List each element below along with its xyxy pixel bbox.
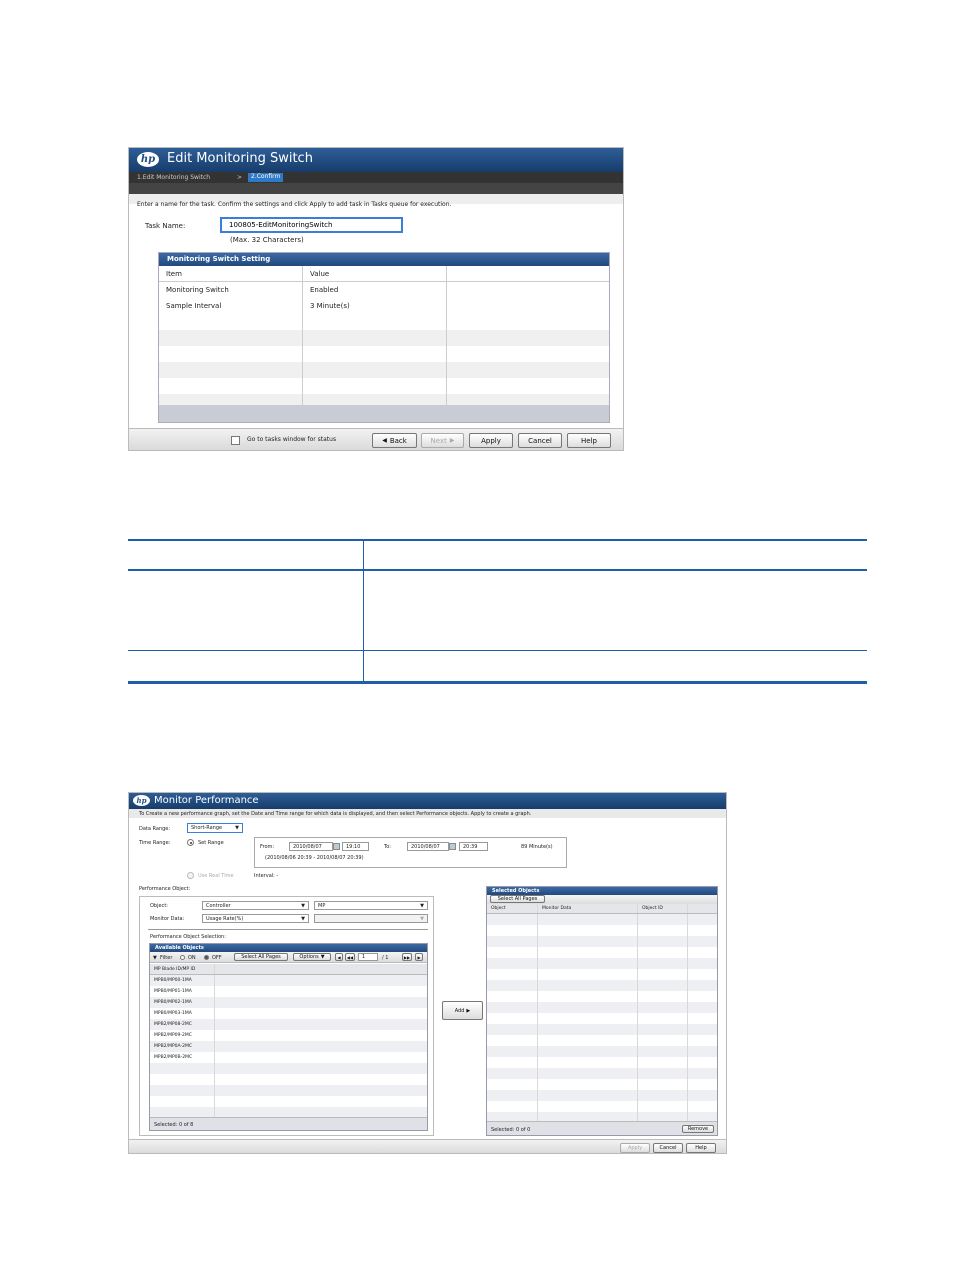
table-row <box>159 314 609 330</box>
from-time-value: 19:10 <box>346 843 361 850</box>
table-row <box>150 1063 427 1074</box>
table-row <box>159 362 609 378</box>
table-footer <box>159 405 609 422</box>
available-selected-count: Selected: 0 of 8 <box>154 1122 194 1128</box>
options-label: Options <box>299 954 319 960</box>
row-item: Sample Interval <box>159 298 303 314</box>
row-mp-id: MPB0/MP00-1MA <box>150 975 215 986</box>
monitor-data-value: Usage Rate(%) <box>206 915 244 922</box>
filter-on-label: ON <box>188 955 196 961</box>
calendar-icon[interactable] <box>333 843 340 850</box>
object-sub-select[interactable] <box>314 901 428 910</box>
add-button[interactable] <box>442 1001 483 1020</box>
dialog-header <box>129 793 726 809</box>
table-row[interactable] <box>150 1041 427 1052</box>
table-top-rule <box>128 539 867 541</box>
task-name-input[interactable] <box>220 217 403 233</box>
available-toolbar <box>150 952 427 963</box>
table-row <box>487 1046 717 1057</box>
chevron-down-icon: ▼ <box>235 825 239 831</box>
data-range-select[interactable] <box>187 823 243 833</box>
next-button[interactable] <box>421 433 464 448</box>
column-header-item: Item <box>159 266 303 281</box>
page-current-value: 1 <box>362 954 366 960</box>
from-label: From: <box>260 844 275 850</box>
chevron-down-icon: ▼ <box>301 902 305 909</box>
step-1: 1.Edit Monitoring Switch <box>137 174 211 181</box>
duration-text: 89 Minute(s) <box>521 844 553 850</box>
hp-logo-icon: hp <box>133 795 150 806</box>
table-row <box>487 1068 717 1079</box>
wizard-steps <box>129 172 623 183</box>
selected-objects-table <box>486 886 718 1136</box>
from-date-input[interactable] <box>289 842 333 851</box>
use-real-time-label: Use Real Time <box>198 873 234 879</box>
monitor-data-sub-select[interactable] <box>314 914 428 923</box>
empty-table <box>128 539 867 684</box>
table-row <box>150 1074 427 1085</box>
table-row <box>487 1057 717 1068</box>
row-mp-id: MPB0/MP03-1MA <box>150 1008 215 1019</box>
cancel-button[interactable]: Cancel <box>653 1143 683 1153</box>
performance-object-label: Performance Object: <box>139 886 191 892</box>
table-row-rule <box>128 650 867 651</box>
table-row[interactable] <box>150 986 427 997</box>
filter-on-radio[interactable] <box>180 955 185 960</box>
table-row <box>487 1002 717 1013</box>
from-time-input[interactable] <box>342 842 369 851</box>
table-row <box>159 346 609 362</box>
chevron-down-icon: ▼ <box>320 954 325 960</box>
edit-monitoring-switch-dialog <box>128 147 624 451</box>
monitor-data-select[interactable] <box>202 914 309 923</box>
table-title: Monitoring Switch Setting <box>159 253 609 266</box>
interval-text: Interval: - <box>254 873 279 879</box>
table-row <box>487 1013 717 1024</box>
back-button[interactable] <box>372 433 417 448</box>
select-all-pages-button[interactable]: Select All Pages <box>234 953 288 961</box>
table-row <box>487 1101 717 1112</box>
step-2-current: 2.Confirm <box>248 173 283 182</box>
table-column-rule <box>363 539 364 684</box>
monitor-data-label: Monitor Data: <box>150 916 185 922</box>
dialog-header <box>129 148 623 172</box>
range-note: (2010/08/06 20:39 - 2010/08/07 20:39) <box>265 855 364 861</box>
table-row <box>487 914 717 925</box>
page-number-input[interactable] <box>358 953 378 961</box>
next-arrow-icon: ▶ <box>449 437 455 444</box>
column-header-mp-id[interactable]: MP Blade ID/MP ID <box>150 964 215 974</box>
available-header-row <box>150 964 427 975</box>
table-row <box>159 394 609 405</box>
goto-tasks-checkbox[interactable] <box>231 436 240 445</box>
help-button[interactable]: Help <box>686 1143 716 1153</box>
chevron-right-icon: ▶ <box>466 1007 471 1014</box>
selection-label: Performance Object Selection: <box>150 934 226 940</box>
options-button[interactable] <box>293 953 331 961</box>
column-header-object[interactable]: Object <box>487 904 538 913</box>
cancel-button[interactable]: Cancel <box>518 433 562 448</box>
dialog-title: Monitor Performance <box>154 795 259 806</box>
divider <box>148 929 428 930</box>
table-row[interactable] <box>150 1019 427 1030</box>
apply-button[interactable]: Apply <box>469 433 513 448</box>
table-row <box>150 1085 427 1096</box>
table-row <box>159 330 609 346</box>
chevron-down-icon: ▼ <box>420 915 424 922</box>
column-header-monitor-data[interactable]: Monitor Data <box>538 904 638 913</box>
set-range-radio[interactable] <box>187 839 194 846</box>
table-row <box>159 298 609 314</box>
task-name-label: Task Name: <box>145 222 186 230</box>
row-mp-id: MPB0/MP02-1MA <box>150 997 215 1008</box>
table-row <box>487 1079 717 1090</box>
object-sub-value: MP <box>318 902 326 909</box>
use-real-time-radio[interactable] <box>187 872 194 879</box>
selected-footer <box>487 1121 717 1135</box>
available-rows <box>150 964 427 1118</box>
apply-button[interactable]: Apply <box>620 1143 650 1153</box>
to-date-input[interactable] <box>407 842 449 851</box>
hp-logo-icon: hp <box>137 152 159 167</box>
table-row[interactable] <box>150 1008 427 1019</box>
first-page-icon[interactable]: ◀ <box>335 953 343 961</box>
select-all-pages-button[interactable]: Select All Pages <box>490 895 545 903</box>
set-range-label: Set Range <box>198 840 224 846</box>
filter-off-radio[interactable] <box>204 955 209 960</box>
row-item: Monitoring Switch <box>159 282 303 298</box>
table-row[interactable] <box>150 997 427 1008</box>
table-row <box>159 282 609 298</box>
instruction-text: To Create a new performance graph, set the Date and Time range for which data is displayed, and then select Performance objects. Apply to create a graph. <box>139 811 532 817</box>
dialog-title: Edit Monitoring Switch <box>167 151 313 166</box>
prev-page-icon[interactable]: ◀◀ <box>346 954 354 960</box>
object-select[interactable] <box>202 901 309 910</box>
table-row <box>159 378 609 394</box>
table-row <box>487 969 717 980</box>
to-time-input[interactable] <box>459 842 488 851</box>
data-range-value: Short-Range <box>191 825 223 831</box>
remove-button[interactable]: Remove <box>682 1125 714 1133</box>
object-value: Controller <box>206 902 231 909</box>
monitoring-switch-setting-table <box>158 252 610 423</box>
table-row <box>487 980 717 991</box>
add-button-label: Add <box>454 1007 465 1014</box>
available-footer <box>150 1117 427 1130</box>
back-arrow-icon: ◀ <box>382 437 387 444</box>
row-value: 3 Minute(s) <box>303 298 447 314</box>
column-header-object-id[interactable]: Object ID <box>638 904 688 913</box>
table-row[interactable] <box>150 975 427 986</box>
from-date-value: 2010/08/07 <box>293 843 322 850</box>
table-bottom-rule <box>128 681 867 684</box>
available-objects-title: Available Objects <box>150 944 427 952</box>
filter-label: Filter <box>160 955 173 961</box>
chevron-down-icon: ▼ <box>301 915 305 922</box>
selected-rows <box>487 904 717 1123</box>
next-page-icon[interactable]: ▶▶ <box>403 954 411 960</box>
task-name-hint: (Max. 32 Characters) <box>230 236 304 244</box>
to-date-value: 2010/08/07 <box>411 843 440 850</box>
row-mp-id: MPB2/MP08-2MC <box>150 1019 215 1030</box>
table-row <box>487 1035 717 1046</box>
table-row <box>487 991 717 1002</box>
selected-selected-count: Selected: 0 of 0 <box>491 1127 531 1133</box>
table-row <box>150 1096 427 1107</box>
time-range-label: Time Range: <box>139 840 171 846</box>
instruction-text: Enter a name for the task. Confirm the settings and click Apply to add task in Tasks queue for execution. <box>137 201 452 208</box>
row-mp-id: MPB2/MP09-2MC <box>150 1030 215 1041</box>
help-button[interactable]: Help <box>567 433 611 448</box>
monitor-performance-dialog <box>128 792 727 1154</box>
dialog-footer <box>129 428 623 451</box>
table-row <box>487 1024 717 1035</box>
row-mp-id: MPB2/MP0A-2MC <box>150 1041 215 1052</box>
page-total: / 1 <box>382 955 389 961</box>
available-objects-table <box>149 943 428 1131</box>
next-button-label: Next <box>430 436 447 445</box>
row-mp-id: MPB2/MP0B-2MC <box>150 1052 215 1063</box>
object-label: Object: <box>150 903 168 909</box>
to-time-value: 20:39 <box>463 843 478 850</box>
selected-header-row <box>487 904 717 914</box>
table-row <box>487 1090 717 1101</box>
row-mp-id: MPB0/MP01-1MA <box>150 986 215 997</box>
goto-tasks-label: Go to tasks window for status <box>247 436 337 443</box>
data-range-label: Data Range: <box>139 826 171 832</box>
table-row <box>487 925 717 936</box>
dialog-footer <box>129 1139 726 1154</box>
filter-off-label: OFF <box>212 955 222 961</box>
table-row <box>487 958 717 969</box>
selected-objects-title: Selected Objects <box>487 887 717 895</box>
filter-icon: ▼ <box>153 955 157 961</box>
back-button-label: Back <box>389 436 407 445</box>
table-rows <box>159 266 609 405</box>
table-header-row <box>159 266 609 282</box>
chevron-down-icon: ▼ <box>420 902 424 909</box>
step-arrow: > <box>237 174 243 181</box>
table-row[interactable] <box>150 1030 427 1041</box>
table-row <box>487 936 717 947</box>
selected-toolbar <box>487 895 717 904</box>
column-header-value: Value <box>303 266 447 281</box>
row-value: Enabled <box>303 282 447 298</box>
calendar-icon[interactable] <box>449 843 456 850</box>
last-page-icon[interactable]: ▶ <box>415 953 423 961</box>
table-row <box>487 947 717 958</box>
to-label: To: <box>384 844 391 850</box>
table-row[interactable] <box>150 1052 427 1063</box>
table-header-rule <box>128 569 867 571</box>
